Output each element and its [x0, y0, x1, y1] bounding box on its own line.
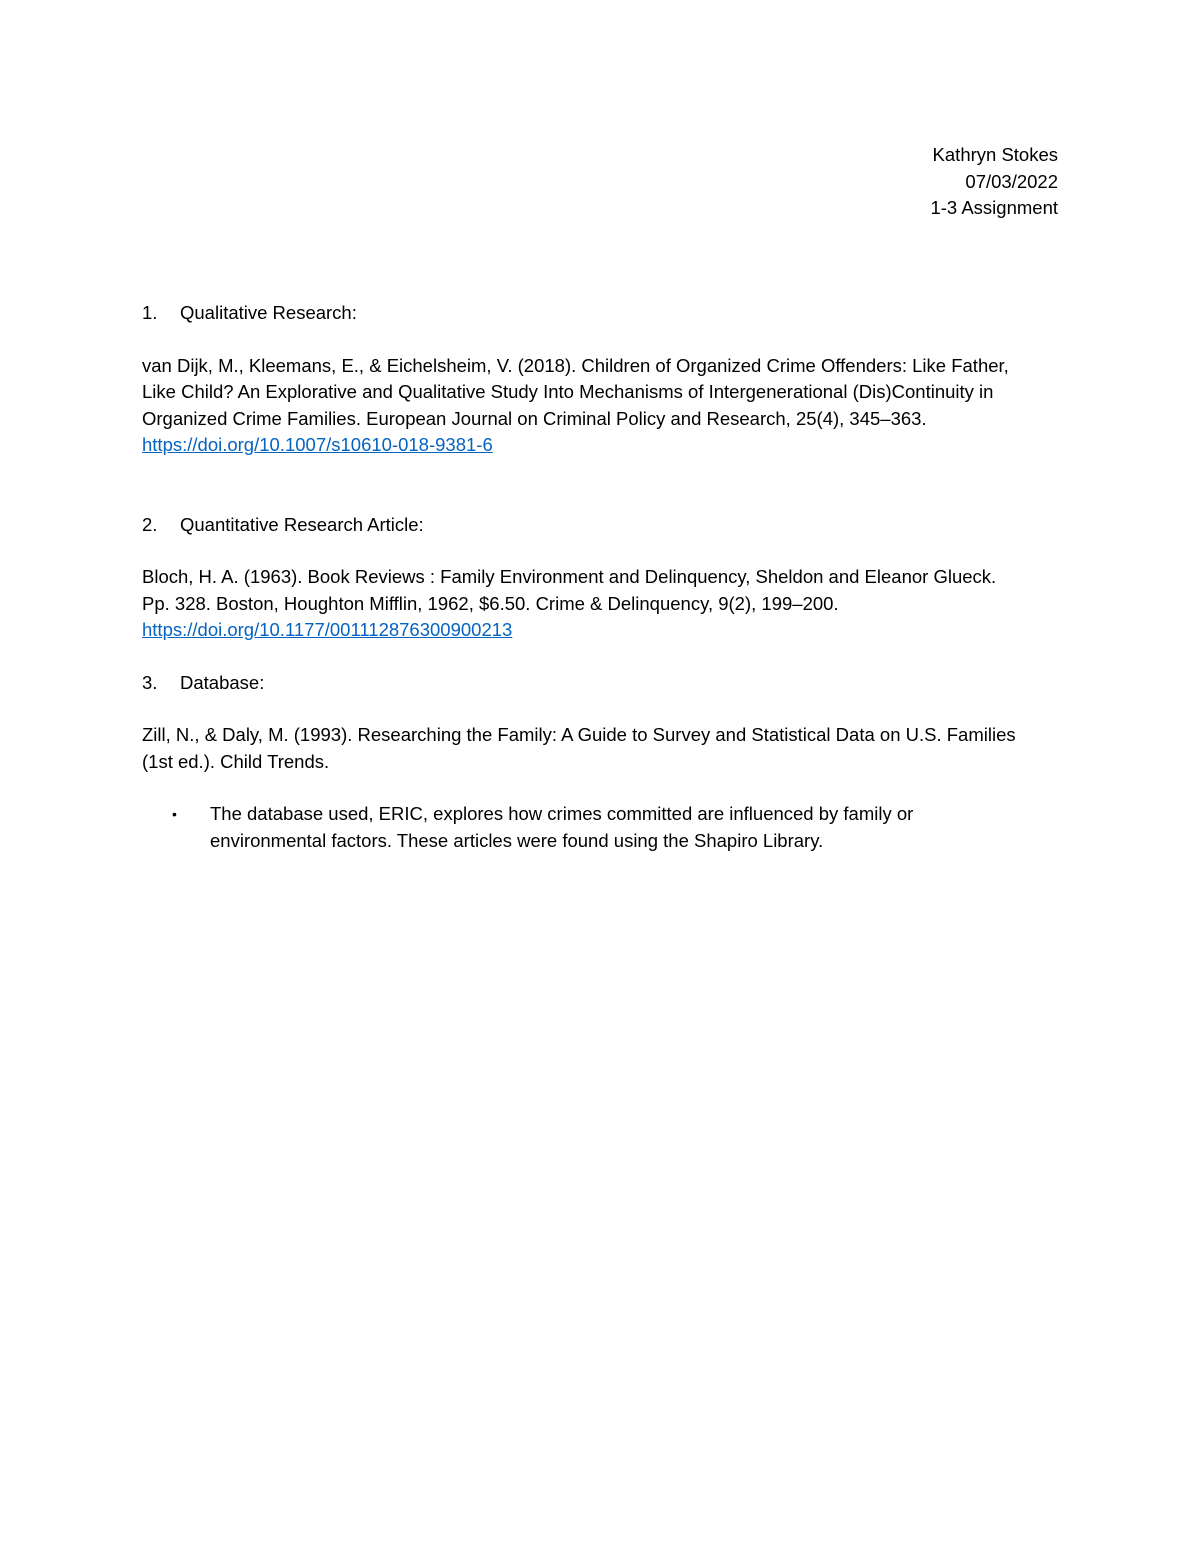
section-heading-text: Quantitative Research Article: [180, 513, 424, 535]
section-heading-text: Qualitative Research: [180, 302, 357, 323]
citation-line: Organized Crime Families. European Journal on Criminal Policy and Research, 25(4), 345–363. [142, 407, 927, 429]
bullet-text [210, 801, 1062, 854]
citation-database [142, 722, 1062, 775]
doi-link[interactable]: https://doi.org/10.1007/s10610-018-9381-6 [142, 434, 493, 455]
document-header [930, 142, 1058, 222]
author-name: Kathryn Stokes [932, 144, 1058, 165]
citation-line: Like Child? An Explorative and Qualitative Study Into Mechanisms of Intergenerational (Dis)Continuity in [142, 381, 994, 402]
bullet-line: The database used, ERIC, explores how crimes committed are influenced by family or [210, 803, 914, 824]
bullet-line: environmental factors. These articles were found using the Shapiro Library. [210, 829, 824, 851]
section-number: 1. [142, 302, 158, 323]
section-number: 2. [142, 513, 158, 535]
bullet-icon: • [172, 806, 177, 822]
bullet-item [172, 801, 1062, 854]
citation-line: (1st ed.). Child Trends. [142, 750, 330, 772]
section-heading-qualitative [142, 300, 1062, 327]
document-date: 07/03/2022 [965, 170, 1058, 192]
section-heading-text: Database: [180, 671, 265, 693]
citation-quantitative [142, 564, 1062, 644]
citation-line: Pp. 328. Boston, Houghton Mifflin, 1962, $6.50. Crime & Delinquency, 9(2), 199–200. [142, 592, 839, 614]
doi-link[interactable]: https://doi.org/10.1177/001112876300900213 [142, 619, 513, 640]
section-heading-database [142, 670, 1062, 697]
section-number: 3. [142, 671, 158, 693]
document-body [142, 300, 1062, 854]
assignment-title: 1-3 Assignment [930, 197, 1058, 218]
citation-line: Bloch, H. A. (1963). Book Reviews : Family Environment and Delinquency, Sheldon and Eleanor Glueck. [142, 566, 997, 587]
citation-line: Zill, N., & Daly, M. (1993). Researching the Family: A Guide to Survey and Statistical Data on U.S. Families [142, 724, 1016, 745]
citation-qualitative [142, 353, 1062, 459]
section-heading-quantitative [142, 512, 1062, 539]
citation-line: van Dijk, M., Kleemans, E., & Eichelsheim, V. (2018). Children of Organized Crime Offenders: Like Father, [142, 354, 1009, 376]
